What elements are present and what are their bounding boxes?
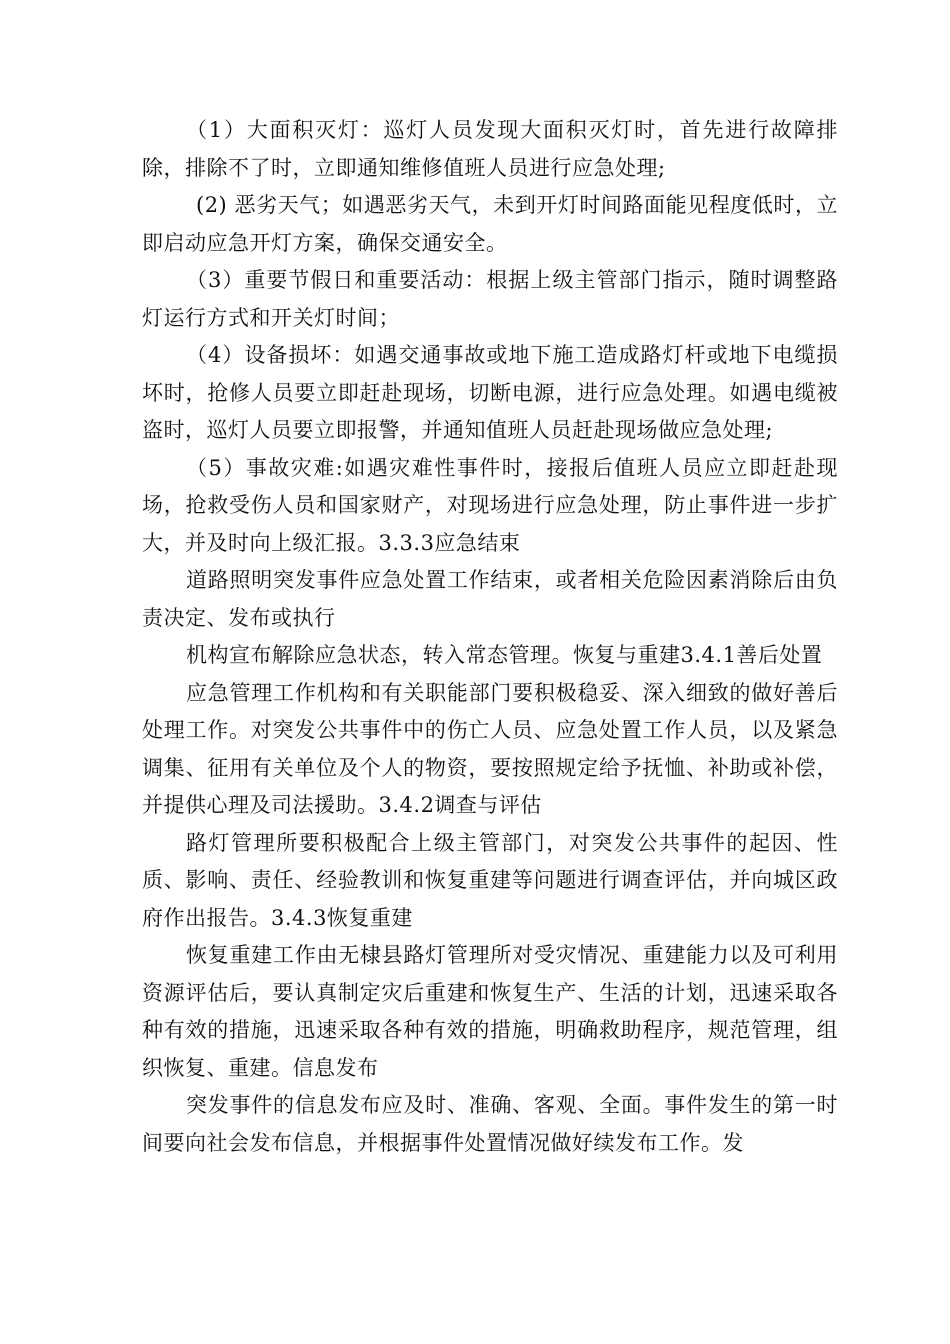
paragraph-recovery-rebuild: 机构宣布解除应急状态，转入常态管理。恢复与重建3.4.1善后处置 (186, 643, 823, 667)
document-page (142, 112, 838, 1162)
paragraph-reconstruction: 恢复重建工作由无棣县路灯管理所对受灾情况、重建能力以及可利用资源评估后，要认真制定灾后重建和恢复生产、生活的计划，迅速采取各种有效的措施，迅速采取各种有效的措施，明确救助程序，规范管理，组织恢复、重建。信息发布 (142, 943, 838, 1080)
paragraph-accident-disaster: （5）事故灾难:如遇灾难性事件时，接报后值班人员应立即赶赴现场，抢救受伤人员和国家财产，对现场进行应急处理，防止事件进一步扩大，并及时向上级汇报。3.3.3应急结束 (142, 455, 838, 555)
paragraph-information-release: 突发事件的信息发布应及时、准确、客观、全面。事件发生的第一时间要向社会发布信息，并根据事件处置情况做好续发布工作。发 (142, 1093, 838, 1155)
paragraph-emergency-end: 道路照明突发事件应急处置工作结束，或者相关危险因素消除后由负责决定、发布或执行 (142, 568, 838, 630)
paragraph-large-area-outage: （1）大面积灭灯：巡灯人员发现大面积灭灯时，首先进行故障排除，排除不了时，立即通知维修值班人员进行应急处理; (142, 118, 838, 180)
paragraph-equipment-damage: （4）设备损坏：如遇交通事故或地下施工造成路灯杆或地下电缆损坏时，抢修人员要立即赶赴现场，切断电源，进行应急处理。如遇电缆被盗时，巡灯人员要立即报警，并通知值班人员赶赴现场做应急处理; (142, 343, 838, 442)
paragraph-aftermath-handling: 应急管理工作机构和有关职能部门要积极稳妥、深入细致的做好善后处理工作。对突发公共事件中的伤亡人员、应急处置工作人员，以及紧急调集、征用有关单位及个人的物资，要按照规定给予抚恤、补助或补偿，并提供心理及司法援助。3.4.2调查与评估 (142, 680, 838, 817)
paragraph-holidays-events: （3）重要节假日和重要活动：根据上级主管部门指示，随时调整路灯运行方式和开关灯时间； (142, 268, 838, 330)
paragraph-bad-weather: (2) 恶劣天气；如遇恶劣天气，未到开灯时间路面能见程度低时，立即启动应急开灯方案，确保交通安全。 (142, 193, 838, 255)
paragraph-investigation-assessment: 路灯管理所要积极配合上级主管部门，对突发公共事件的起因、性质、影响、责任、经验教训和恢复重建等问题进行调查评估，并向城区政府作出报告。3.4.3恢复重建 (142, 830, 838, 930)
